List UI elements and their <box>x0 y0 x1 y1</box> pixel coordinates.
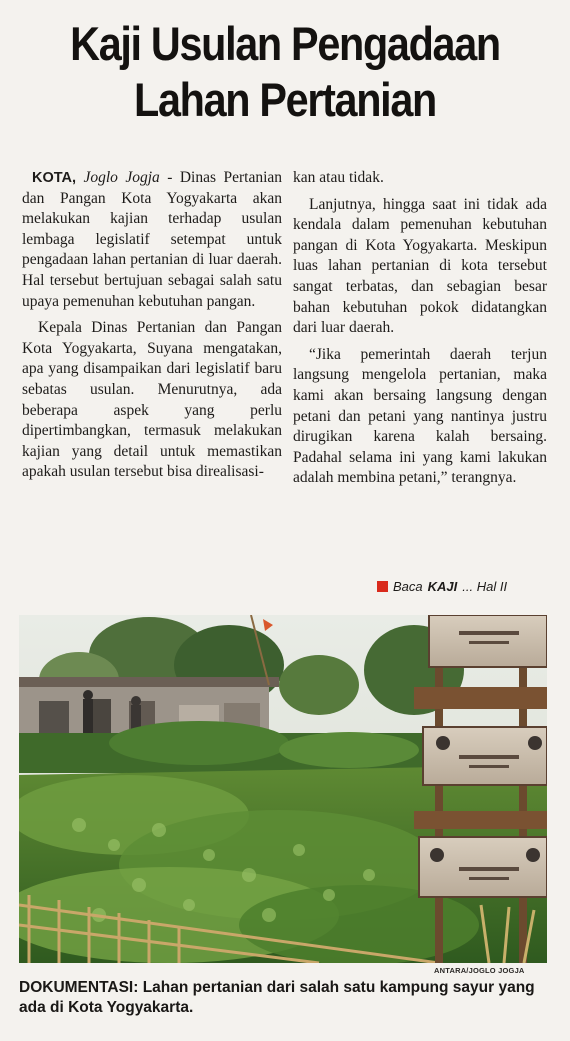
headline-line-2: Lahan Pertanian <box>134 73 436 126</box>
caption-text: Lahan pertanian dari salah satu kampung sayur yang ada di Kota Yogyakarta. <box>19 979 535 1016</box>
continuation-prefix: Baca <box>393 579 423 594</box>
headline-line-1: Kaji Usulan Pengadaan <box>70 17 500 70</box>
article-paragraph: “Jika pemerintah daerah terjun langsung mengelola pertanian, maka kami akan bersaing langsung dengan petani dan petani yang nantinya justru dirugikan karena kalah bersaing. Padahal selama ini yang kami lakukan adalah membina petani,” terangnya. <box>293 345 547 487</box>
article-paragraph: Kepala Dinas Pertanian dan Pangan Kota Yogyakarta, Suyana mengatakan, apa yang disampaikan dari legislatif baru sebatas usulan. Menurutnya, ada beberapa aspek yang perlu dipertimbangkan, termasuk melakukan kajian yang detail untuk memastikan apakah usulan tersebut bisa direalisasi- <box>22 319 282 481</box>
photo-caption <box>19 978 549 1018</box>
photo-credit: ANTARA/JOGLO JOGJA <box>434 966 525 975</box>
article-column-right <box>293 168 547 495</box>
outlet-name: Joglo Jogja <box>83 169 160 186</box>
caption-label: DOKUMENTASI: <box>19 979 139 996</box>
continuation-marker-icon <box>377 581 388 592</box>
paragraph-text: - Dinas Pertanian dan Pangan Kota Yogyakarta akan melakukan kajian terhadap usulan lembaga legislatif setempat untuk pengadaan lahan pertanian di luar daerah. Hal tersebut bertujuan sebagai salah satu upaya pemenuhan kebutuhan pangan. <box>22 169 283 310</box>
urban-farm-photo <box>19 615 547 963</box>
article-paragraph <box>22 168 282 312</box>
article-photo <box>19 615 547 963</box>
article-paragraph: Lanjutnya, hingga saat ini tidak ada kendala dalam pemenuhan kebutuhan pangan di Kota Yogyakarta. Meskipun luas lahan pertanian di kota tersebut sangat terbatas, dan sebagian besar bahan kebutuhan pokok didatangkan dari luar daerah. <box>293 195 547 337</box>
continuation-page: ... Hal II <box>462 579 508 594</box>
continuation-link[interactable] <box>377 579 507 594</box>
article-column-left <box>22 168 282 489</box>
dateline: KOTA, <box>32 170 77 186</box>
article-headline <box>34 16 536 128</box>
continuation-keyword: KAJI <box>427 579 458 594</box>
article-paragraph: kan atau tidak. <box>293 169 384 186</box>
